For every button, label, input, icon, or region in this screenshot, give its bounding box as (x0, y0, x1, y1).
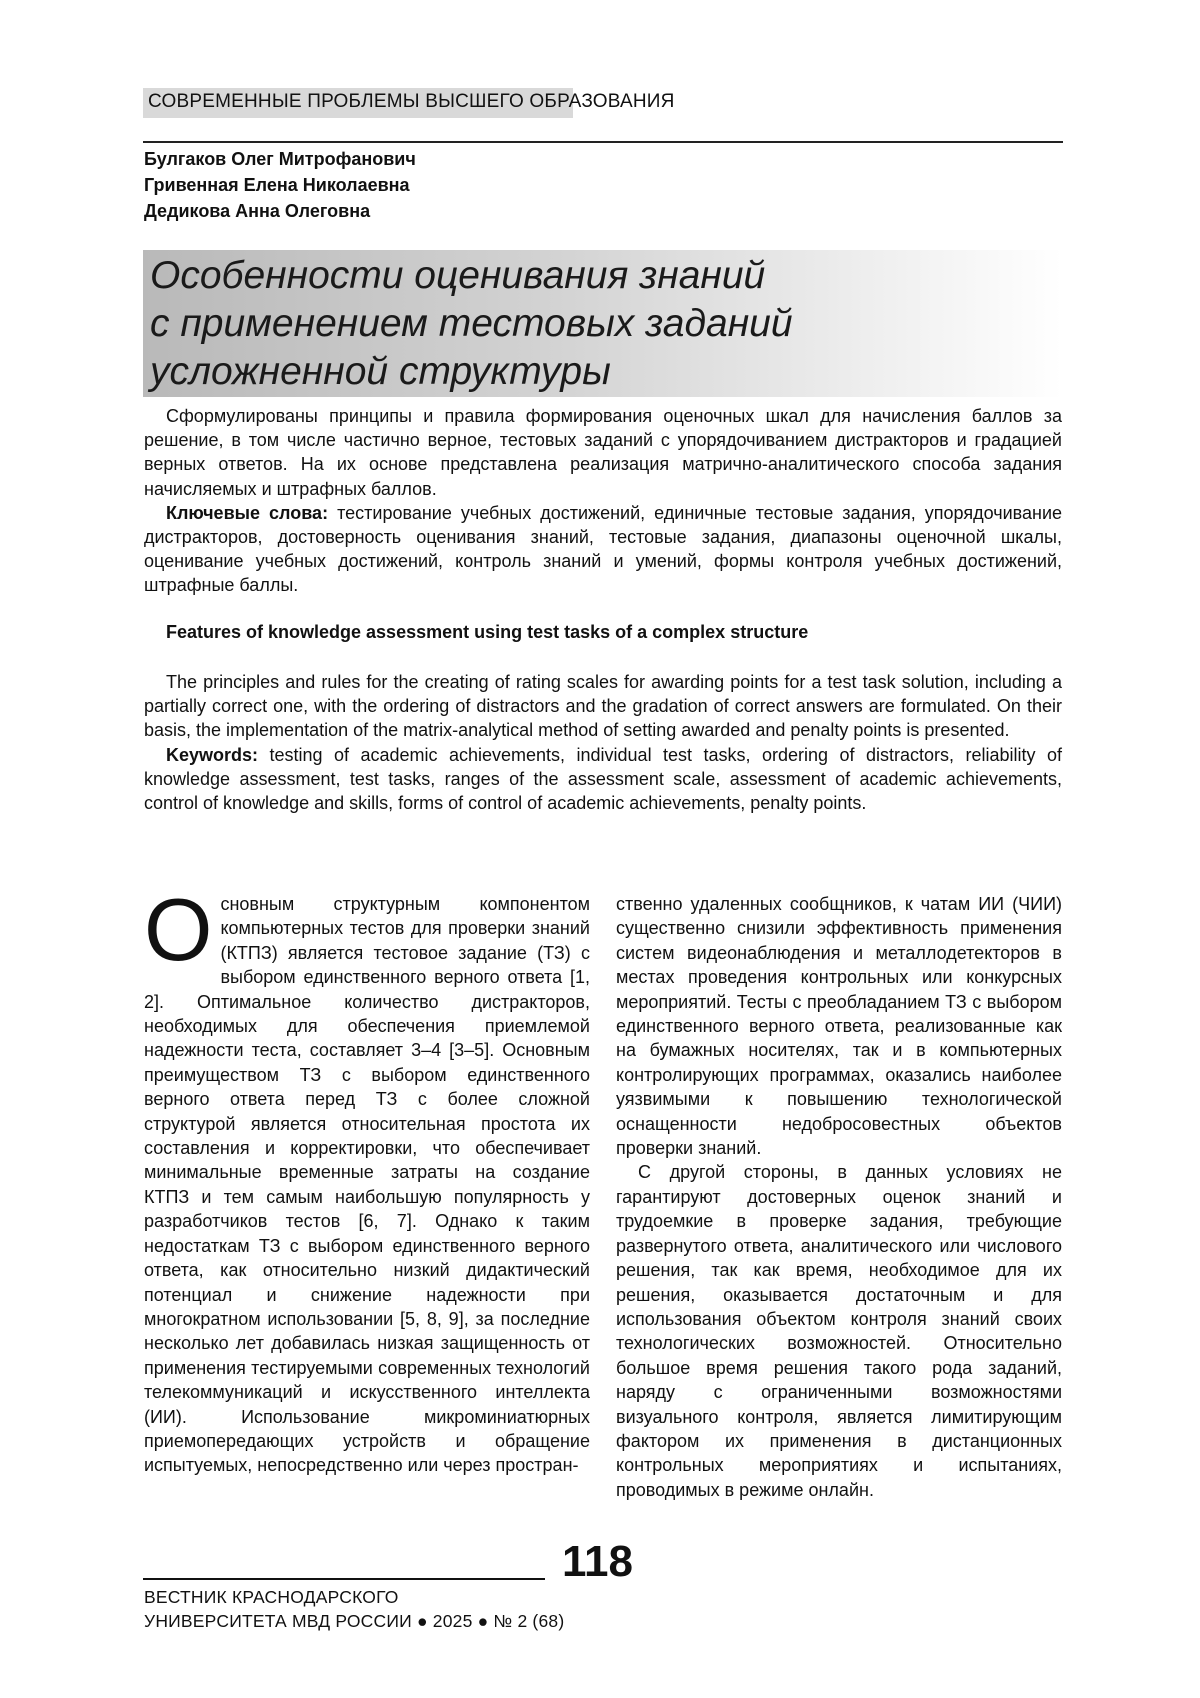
body-column-right (616, 892, 1062, 1502)
abstract-text: Сформулированы принципы и правила формирования оценочных шкал для начисления баллов за решение, в том числе частично верное, тестовых заданий с упорядочиванием дистракторов и градацией верных ответов. На их основе представлена реализация матрично-аналитического способа задания начисляемых и штрафных баллов. (144, 406, 1062, 499)
author-name: Гривенная Елена Николаевна (144, 175, 410, 195)
body-paragraph (144, 880, 590, 1478)
journal-line: ВЕСТНИК КРАСНОДАРСКОГО (144, 1587, 399, 1607)
russian-abstract (144, 404, 1062, 598)
author-name: Дедикова Анна Олеговна (144, 201, 371, 221)
header-rule (143, 141, 1063, 143)
page-number: 118 (562, 1537, 633, 1586)
drop-cap: О (144, 880, 213, 979)
body-paragraph: С другой стороны, в данных условиях не гарантируют достоверных оценок знаний и трудоемкие в проверке задания, требующие развернутого ответа, аналитического или числового решения, так как время, необходимое для их решения, оказывается достаточным и для использования объектом контроля знаний своих технологических возможностей. Относительно большое время решения такого рода заданий, наряду с ограниченными возможностями визуального контроля, является лимитирующим фактором их применения в дистанционных контрольных мероприятиях и испытаниях, проводимых в режиме онлайн. (616, 1162, 1062, 1500)
keywords-text: testing of academic achievements, individual test tasks, ordering of distractors, reliability of knowledge assessment, test tasks, ranges of the assessment scale, assessment of academic achievements, control of knowledge and skills, forms of control of academic achievements, penalty points. (144, 744, 1062, 814)
running-head: СОВРЕМЕННЫЕ ПРОБЛЕМЫ ВЫСШЕГО ОБРАЗОВАНИЯ (148, 91, 675, 112)
journal-name (144, 1585, 564, 1633)
keywords-label: Ключевые слова: (166, 502, 329, 523)
keywords-text: тестирование учебных достижений, единичные тестовые задания, упорядочивание дистракторов, достоверность оценивания знаний, тестовые задания, диапазоны оценочной шкалы, оценивание учебных достижений, контроль знаний и умений, формы контроля учебных достижений, штрафные баллы. (144, 502, 1063, 596)
journal-line: УНИВЕРСИТЕТА МВД РОССИИ ● 2025 ● № 2 (68) (144, 1611, 565, 1631)
keywords-paragraph (144, 743, 1062, 816)
keywords-paragraph (144, 501, 1062, 598)
body-paragraph: ственно удаленных сообщников, к чатам ИИ (ЧИИ) существенно снизили эффективность применения систем видеонаблюдения и металлодетекторов в местах проведения контрольных или конкурсных мероприятий. Тесты с преобладанием ТЗ с выбором единственного верного ответа, реализованные как на бумажных носителях, так и в компьютерных контролирующих программах, оказались наиболее уязвимыми к повышению технологической оснащенности недобросовестных объектов проверки знаний. (616, 894, 1062, 1159)
footer-rule (143, 1578, 545, 1580)
author-name: Булгаков Олег Митрофанович (144, 149, 416, 169)
body-text: сновным структурным компонентом компьютерных тестов для проверки знаний (КТПЗ) является тестовое задание (ТЗ) с выбором единственного верного ответа [1, 2]. Оптимальное количество дистракторов, необходимых для обеспечения приемлемой надежности теста, составляет 3–4 [3–5]. Основным преимуществом ТЗ с выбором единственного верного ответа перед ТЗ с более сложной структурой является относительная простота их составления и корректировки, что обеспечивает минимальные временные затраты на создание КТПЗ и тем самым наибольшую популярность у разработчиков тестов [6, 7]. Однако к таким недостаткам ТЗ с выбором единственного верного ответа, как относительно низкий дидактический потенциал и снижение надежности при многократном использовании [5, 8, 9], за последние несколько лет добавилась низкая защищенность от применения тестируемыми современных технологий телекоммуникаций и искусственного интеллекта (ИИ). Использование микроминиатюрных приемопередающих устройств и обращение испытуемых, непосредственно или через простран- (144, 894, 590, 1476)
title-line: Особенности оценивания знаний (150, 254, 766, 297)
title-line: усложненной структуры (150, 350, 611, 393)
abstract-text: The principles and rules for the creating of rating scales for awarding points for a test task solution, including a partially correct one, with the ordering of distractors and the gradation of correct answers are formulated. On their basis, the implementation of the matrix-analytical method of setting awarded and penalty points is presented. (144, 672, 1062, 741)
authors (144, 146, 416, 224)
keywords-label: Keywords: (166, 744, 259, 765)
article-title (150, 252, 1050, 396)
english-title: Features of knowledge assessment using test tasks of a complex structure (166, 622, 809, 642)
body-column-left (144, 880, 590, 1478)
english-abstract (144, 670, 1062, 815)
title-line: с применением тестовых заданий (150, 302, 793, 345)
